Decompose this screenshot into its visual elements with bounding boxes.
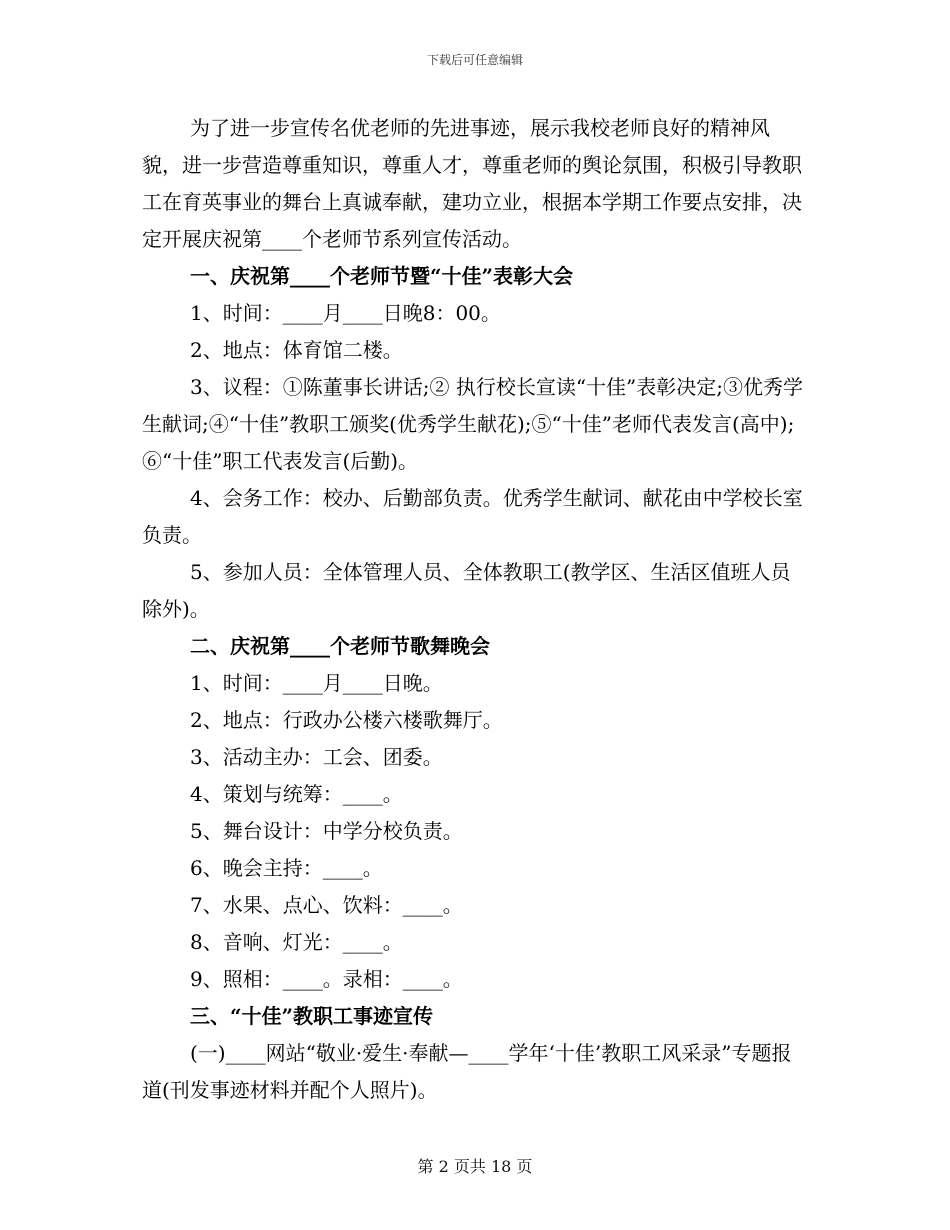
section-1-item-1: 1、时间：____月____日晚8：00。 [190,301,501,325]
section-1-heading: 一、庆祝第____个老师节暨“十佳”表彰大会 [190,264,574,288]
section-2-item-4: 4、策划与统筹：____。 [190,782,403,806]
section-1-item-4: 4、会务工作：校办、后勤部负责。优秀学生献词、献花由中学校长室负责。 [142,486,803,547]
section-2-item-7: 7、水果、点心、饮料：____。 [190,893,463,917]
section-2-item-5: 5、舞台设计：中学分校负责。 [190,819,463,843]
section-1-item-3: 3、议程：①陈董事长讲话;② 执行校长宣读“十佳”表彰决定;③优秀学生献词;④“十佳”教职工颁奖(优秀学生献花);⑤“十佳”老师代表发言(高中);⑥“十佳”职工代表发言(后勤)。 [142,375,804,473]
section-2-item-6: 6、晚会主持：____。 [190,856,383,880]
section-2-item-2: 2、地点：行政办公楼六楼歌舞厅。 [190,708,503,732]
section-2-heading: 二、庆祝第____个老师节歌舞晚会 [190,634,490,658]
page-header: 下载后可任意编辑 [426,53,523,67]
section-3-item-1: (一)____网站“敬业·爱生·奉献—____学年‘十佳’教职工风采录”专题报道(刊发事迹材料并配个人照片)。 [142,1041,792,1102]
section-2-item-3: 3、活动主办：工会、团委。 [190,745,443,769]
intro-paragraph: 为了进一步宣传名优老师的先进事迹，展示我校老师良好的精神风貌，进一步营造尊重知识，尊重人才，尊重老师的舆论氛围，积极引导教职工在育英事业的舞台上真诚奉献，建功立业，根据本学期工作要点安排，决定开展庆祝第____个老师节系列宣传活动。 [142,116,802,251]
document-body [142,110,808,1109]
section-1-item-2: 2、地点：体育馆二楼。 [190,338,403,362]
section-3-heading: 三、“十佳”教职工事迹宣传 [190,1004,434,1028]
section-1-item-5: 5、参加人员：全体管理人员、全体教职工(教学区、生活区值班人员除外)。 [142,560,791,621]
page-number-footer: 第 2 页共 18 页 [417,1157,533,1176]
section-2-item-1: 1、时间：____月____日晚。 [190,671,443,695]
section-2-item-9: 9、照相：____。录相：____。 [190,967,463,991]
section-2-item-8: 8、音响、灯光：____。 [190,930,403,954]
